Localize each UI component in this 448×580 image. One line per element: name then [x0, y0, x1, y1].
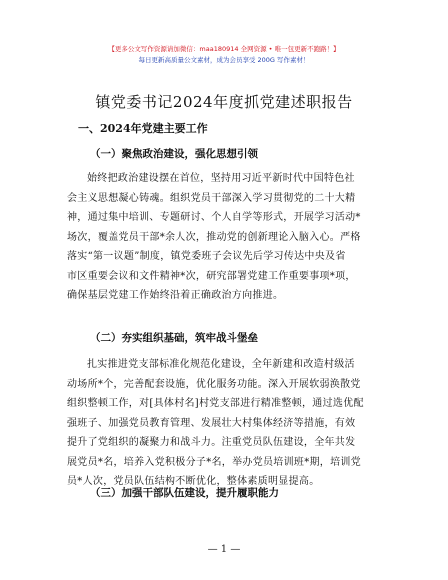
subsection-heading-2: （二）夯实组织基础，筑牢战斗堡垒: [90, 332, 258, 344]
paragraph-line: 场次，覆盖党员干部*余人次，推动党的创新理论入脑入心。严格: [67, 231, 361, 243]
paragraph-line: 强班子、加强党员教育管理、发展壮大村集体经济等措施，有效: [67, 417, 356, 429]
promo-banner-line-1: 【更多公文写作资源请加微信：maa180914 全网资源 • 唯一包更新不跑路！】: [108, 45, 340, 53]
paragraph-line: 始终把政治建设摆在首位，坚持用习近平新时代中国特色社: [87, 173, 355, 184]
subsection-heading-3: （三）加强干部队伍建设，提升履职能力: [90, 487, 279, 499]
subsection-heading-1: （一）聚焦政治建设，强化思想引领: [90, 148, 258, 160]
paragraph-line: 会主义思想凝心铸魂。组织党员干部深入学习贯彻党的二十大精: [67, 192, 356, 204]
paragraph-line: 展党员*名，培养入党积极分子*名，举办党员培训班*期，培训党: [67, 456, 361, 468]
paragraph-line: 市区重要会议和文件精神*次，研究部署党建工作重要事项*项，: [67, 270, 356, 282]
paragraph-line: 扎实推进党支部标准化规范化建设，全年新建和改造村级活: [87, 359, 355, 370]
paragraph-line: 动场所*个，完善配套设施，优化服务功能。深入开展软弱涣散党: [67, 378, 361, 390]
paragraph-political-building: [67, 169, 385, 306]
paragraph-line: 确保基层党建工作始终沿着正确政治方向推进。: [67, 290, 284, 301]
paragraph-line: 神，通过集中培训、专题研讨、个人自学等形式，开展学习活动*: [67, 212, 361, 223]
paragraph-line: 组织整顿工作，对[具体村名]村党支部进行精准整顿，通过选优配: [67, 398, 364, 409]
promo-banner-line-2: 每日更新高质量公文素材，成为会员享受 200G 写作素材！: [138, 56, 310, 64]
paragraph-line: 提升了党组织的凝聚力和战斗力。注重党员队伍建设，全年共发: [67, 437, 356, 448]
section-heading-1: 一、2024年党建主要工作: [78, 122, 208, 135]
paragraph-line: 落实“第一议题”制度，镇党委班子会议先后学习传达中央及省: [67, 251, 346, 262]
page-number: — 1 —: [207, 544, 241, 555]
paragraph-organization-building: [67, 355, 385, 492]
paragraph-line: 员*人次，党员队伍结构不断优化，整体素质明显提高。: [67, 476, 320, 487]
document-title: 镇党委书记2024年度抓党建述职报告: [95, 93, 353, 111]
